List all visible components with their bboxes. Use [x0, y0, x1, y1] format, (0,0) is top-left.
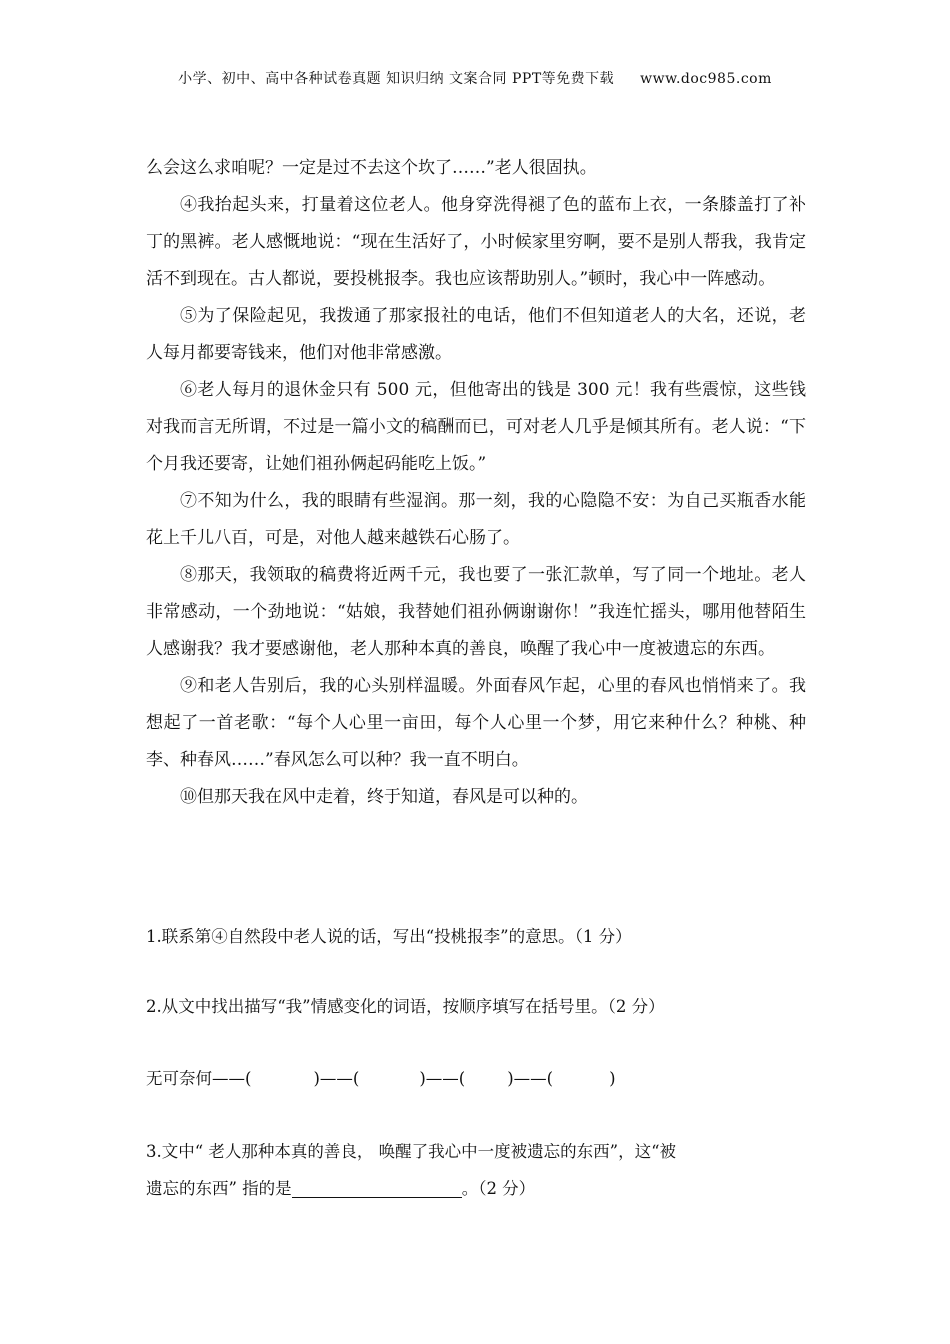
- dash: ——: [425, 1069, 459, 1088]
- open-paren: (: [352, 1069, 360, 1088]
- close-paren: ): [313, 1069, 320, 1088]
- question-3-score: 。（2 分）: [461, 1179, 536, 1198]
- start-word: 无可奈何: [146, 1069, 212, 1088]
- question-2-blanks: [146, 1060, 806, 1097]
- open-paren: (: [458, 1069, 466, 1088]
- header-site: www.doc985.com: [640, 71, 772, 87]
- dash: ——: [319, 1069, 353, 1088]
- open-paren: (: [546, 1069, 554, 1088]
- paragraph-8: ⑧那天，我领取的稿费将近两千元，我也要了一张汇款单，写了同一个地址。老人非常感动，一个劲地说：“姑娘，我替她们祖孙俩谢谢你！”我连忙摇头，哪用他替陌生人感谢我？我才要感谢他，老人那种本真的善良，唤醒了我心中一度被遗忘的东西。: [146, 565, 806, 659]
- answer-underline[interactable]: [292, 1175, 462, 1198]
- open-paren: (: [245, 1069, 252, 1088]
- question-3: [146, 1133, 806, 1207]
- close-paren: ): [609, 1069, 616, 1088]
- paragraph-continued: 么会这么求咱呢？一定是过不去这个坎了……”老人很固执。: [146, 158, 597, 178]
- paragraph-4: ④我抬起头来，打量着这位老人。他身穿洗得褪了色的蓝布上衣，一条膝盖打了补丁的黑裤。老人感慨地说：“现在生活好了，小时候家里穷啊，要不是别人帮我，我肯定活不到现在。古人都说，要投桃报李。我也应该帮助别人。”顿时，我心中一阵感动。: [146, 195, 806, 289]
- header-text: 小学、初中、高中各种试卷真题 知识归纳 文案合同 PPT等免费下载: [178, 71, 615, 87]
- paragraph-5: ⑤为了保险起见，我拨通了那家报社的电话，他们不但知道老人的大名，还说，老人每月都要寄钱来，他们对他非常感激。: [146, 306, 806, 363]
- question-3-line-1: 3.文中“ 老人那种本真的善良， 唤醒了我心中一度被遗忘的东西”，这“被: [146, 1142, 677, 1161]
- article: [146, 150, 806, 816]
- paragraph-10: ⑩但那天我在风中走着，终于知道，春风是可以种的。: [180, 787, 588, 807]
- page-header: [0, 68, 950, 88]
- paragraph-6: ⑥老人每月的退休金只有 500 元，但他寄出的钱是 300 元！我有些震惊，这些钱对我而言无所谓，不过是一篇小文的稿酬而已，可对老人几乎是倾其所有。老人说：“下个月我还要寄，让她们祖孙俩起码能吃上饭。”: [146, 380, 806, 474]
- dash: ——: [513, 1069, 547, 1088]
- close-paren: ): [507, 1069, 514, 1088]
- dash: ——: [212, 1069, 245, 1088]
- paragraph-7: ⑦不知为什么，我的眼睛有些湿润。那一刻，我的心隐隐不安：为自己买瓶香水能花上千儿八百，可是，对他人越来越铁石心肠了。: [146, 491, 806, 548]
- question-3-prompt: 遗忘的东西” 指的是: [146, 1179, 292, 1198]
- paragraph-9: ⑨和老人告别后，我的心头别样温暖。外面春风乍起，心里的春风也悄悄来了。我想起了一首老歌：“每个人心里一亩田，每个人心里一个梦，用它来种什么？种桃、种李、种春风……”春风怎么可以种？我一直不明白。: [146, 676, 806, 770]
- close-paren: ): [419, 1069, 426, 1088]
- question-2: 2.从文中找出描写“我”情感变化的词语，按顺序填写在括号里。（2 分）: [146, 997, 665, 1016]
- question-3-line-2: [146, 1170, 806, 1207]
- question-1: 1.联系第④自然段中老人说的话，写出“投桃报李”的意思。（1 分）: [146, 927, 632, 946]
